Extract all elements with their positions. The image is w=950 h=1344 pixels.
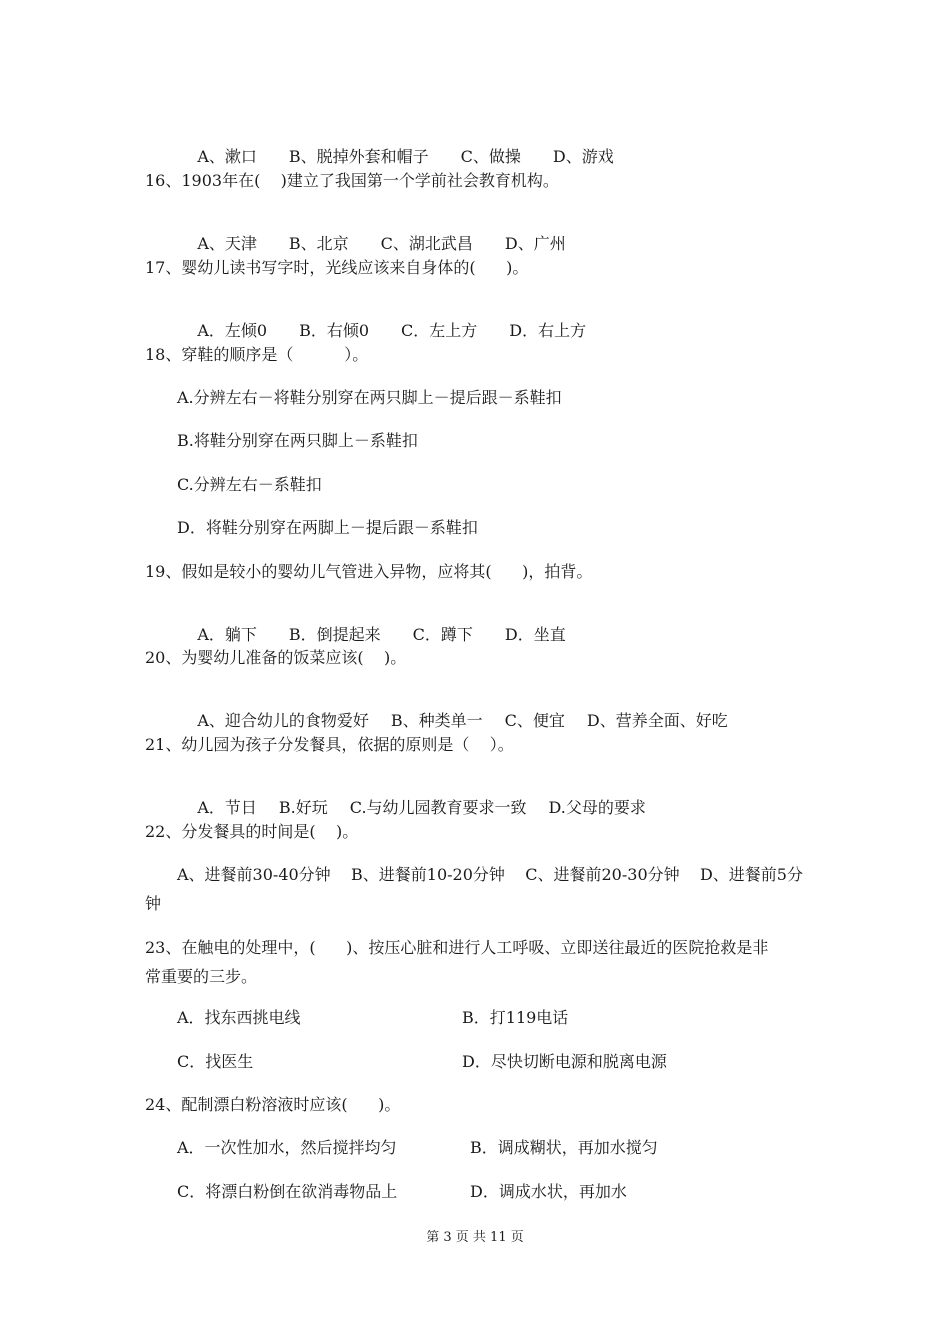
question-23-line2: 常重要的三步。 [145, 967, 258, 986]
option-b: B、种类单一 [390, 711, 483, 730]
option-23-d: D．尽快切断电源和脱离电源 [462, 1052, 667, 1071]
option-c: C、便宜 [504, 711, 565, 730]
question-16: 16、1903年在( )建立了我国第一个学前社会教育机构。 [145, 171, 559, 190]
option-c: C．左上方 [401, 321, 478, 340]
question-18: 18、穿鞋的顺序是（ ）。 [145, 345, 369, 364]
option-d: D、营养全面、好吃 [586, 711, 728, 730]
question-21: 21、幼儿园为孩子分发餐具，依据的原则是（ ）。 [145, 735, 514, 754]
option-line-c: C.分辨左右－系鞋扣 [177, 475, 322, 494]
option-23-a: A．找东西挑电线 [177, 1008, 301, 1027]
option-24-b: B．调成糊状，再加水搅匀 [470, 1138, 658, 1157]
option-23-c: C．找医生 [177, 1052, 254, 1071]
options-q22-line1: A、进餐前30-40分钟 B、进餐前10-20分钟 C、进餐前20-30分钟 D、进餐前5分 [177, 865, 803, 884]
option-b: B、脱掉外套和帽子 [288, 147, 429, 166]
option-c: C．蹲下 [412, 625, 473, 644]
question-23 [145, 933, 815, 991]
option-line-d: D．将鞋分别穿在两脚上－提后跟－系鞋扣 [177, 518, 478, 537]
option-b: B、北京 [288, 234, 349, 253]
page-footer: 第 3 页 共 11 页 [426, 1230, 524, 1245]
question-19: 19、假如是较小的婴幼儿气管进入异物，应将其( )，拍背。 [145, 562, 593, 581]
option-24-c: C．将漂白粉倒在欲消毒物品上 [177, 1182, 398, 1201]
option-d: D．右上方 [509, 321, 587, 340]
option-b: B．倒提起来 [288, 625, 381, 644]
option-d: D、广州 [504, 234, 566, 253]
options-q22 [145, 860, 815, 918]
option-d: D、游戏 [552, 147, 614, 166]
question-22: 22、分发餐具的时间是( )。 [145, 822, 359, 841]
option-a: A、漱口 [197, 147, 257, 166]
option-line-a: A.分辨左右－将鞋分别穿在两只脚上－提后跟－系鞋扣 [177, 388, 562, 407]
option-a: A．躺下 [197, 625, 257, 644]
options-q22-line2: 钟 [145, 894, 162, 913]
option-c: C.与幼儿园教育要求一致 [349, 798, 527, 817]
option-a: A、迎合幼儿的食物爱好 [197, 711, 369, 730]
option-a: A、天津 [197, 234, 257, 253]
option-line-b: B.将鞋分别穿在两只脚上－系鞋扣 [177, 431, 418, 450]
question-20: 20、为婴幼儿准备的饭菜应该( )。 [145, 648, 407, 667]
question-24: 24、配制漂白粉溶液时应该( )。 [145, 1095, 401, 1114]
option-23-b: B．打119电话 [462, 1008, 569, 1027]
option-b: B.好玩 [278, 798, 328, 817]
option-a: A．左倾0 [197, 321, 268, 340]
question-23-line1: 23、在触电的处理中，( )、按压心脏和进行人工呼吸、立即送往最近的医院抢救是非 [145, 938, 769, 957]
option-d: D．坐直 [504, 625, 566, 644]
option-c: C、做操 [460, 147, 521, 166]
question-17: 17、婴幼儿读书写字时，光线应该来自身体的( )。 [145, 258, 529, 277]
option-24-d: D．调成水状，再加水 [470, 1182, 627, 1201]
option-c: C、湖北武昌 [380, 234, 473, 253]
option-a: A．节日 [197, 798, 257, 817]
option-d: D.父母的要求 [548, 798, 646, 817]
option-b: B．右倾0 [299, 321, 370, 340]
option-24-a: A．一次性加水，然后搅拌均匀 [177, 1138, 397, 1157]
